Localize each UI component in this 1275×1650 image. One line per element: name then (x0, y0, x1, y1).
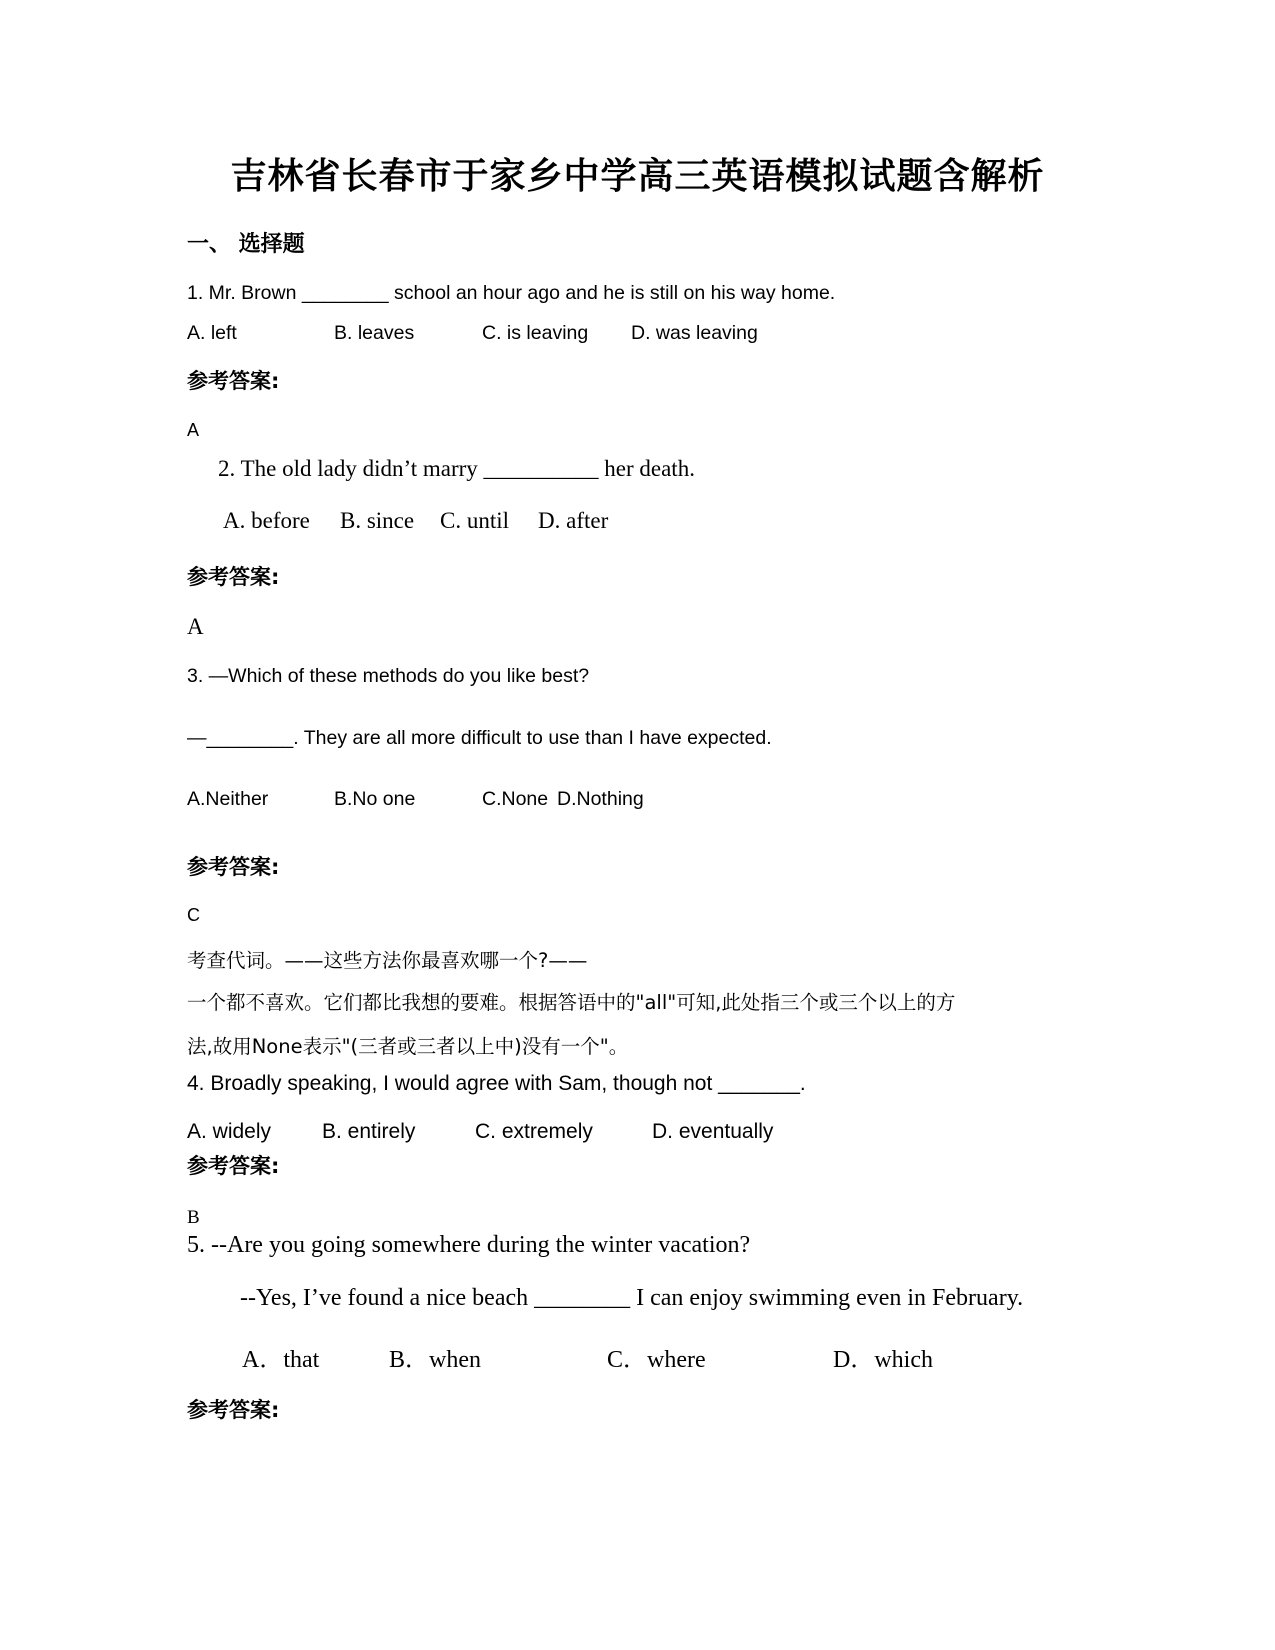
question-2-option-a: A. before (223, 508, 310, 533)
question-3-option-c: C.None (482, 788, 549, 810)
question-3-explanation-line-1: 考查代词。——这些方法你最喜欢哪一个?—— (187, 949, 588, 972)
question-4-option-b: B. entirely (322, 1120, 416, 1143)
question-2-stem: 2. The old lady didn’t marry __________ her death. (218, 456, 695, 481)
answer-label: 参考答案: (187, 855, 280, 879)
question-5-option-a: A．that (242, 1347, 320, 1373)
question-3-option-d: D.Nothing (557, 788, 644, 810)
question-1-option-c: C. is leaving (482, 322, 589, 344)
question-4-stem: 4. Broadly speaking, I would agree with Sam, though not _______. (187, 1072, 806, 1095)
question-5-reply: --Yes, I’ve found a nice beach ________ I can enjoy swimming even in February. (240, 1285, 1024, 1311)
question-4-option-d: D. eventually (652, 1120, 774, 1143)
question-1-answer: A (187, 420, 200, 440)
question-2-option-c: C. until (440, 508, 510, 533)
question-3-reply: —________. They are all more difficult to use than I have expected. (187, 727, 772, 749)
question-3-explanation-line-2: 一个都不喜欢。它们都比我想的要难。根据答语中的"all"可知,此处指三个或三个以上的方 (187, 991, 956, 1014)
answer-label: 参考答案: (187, 1154, 280, 1178)
question-5-stem: 5. --Are you going somewhere during the winter vacation? (187, 1232, 751, 1258)
question-3-answer: C (187, 905, 200, 925)
question-4-answer: B (187, 1207, 200, 1228)
question-2-option-b: B. since (340, 508, 415, 533)
section-heading: 一、 选择题 (187, 232, 305, 257)
question-5-option-d: D．which (833, 1347, 933, 1373)
question-5-option-c: C．where (607, 1347, 706, 1373)
answer-label: 参考答案: (187, 369, 280, 393)
question-1-option-b: B. leaves (334, 322, 415, 344)
question-3-option-a: A.Neither (187, 788, 269, 810)
question-2-option-d: D. after (538, 508, 609, 533)
question-3-option-b: B.No one (334, 788, 416, 810)
question-2-answer: A (187, 614, 204, 639)
question-3-explanation-line-3: 法,故用None表示"(三者或三者以上中)没有一个"。 (187, 1035, 629, 1058)
question-3-stem: 3. —Which of these methods do you like best? (187, 665, 590, 687)
question-1-stem: 1. Mr. Brown ________ school an hour ago and he is still on his way home. (187, 282, 836, 304)
answer-label: 参考答案: (187, 1398, 280, 1422)
question-4-option-c: C. extremely (475, 1120, 593, 1143)
question-5-option-b: B．when (389, 1347, 481, 1373)
question-1-option-a: A. left (187, 322, 237, 344)
document-title: 吉林省长春市于家乡中学高三英语模拟试题含解析 (230, 156, 1045, 197)
question-1-option-d: D. was leaving (631, 322, 758, 344)
answer-label: 参考答案: (187, 565, 280, 589)
question-4-option-a: A. widely (187, 1120, 272, 1143)
